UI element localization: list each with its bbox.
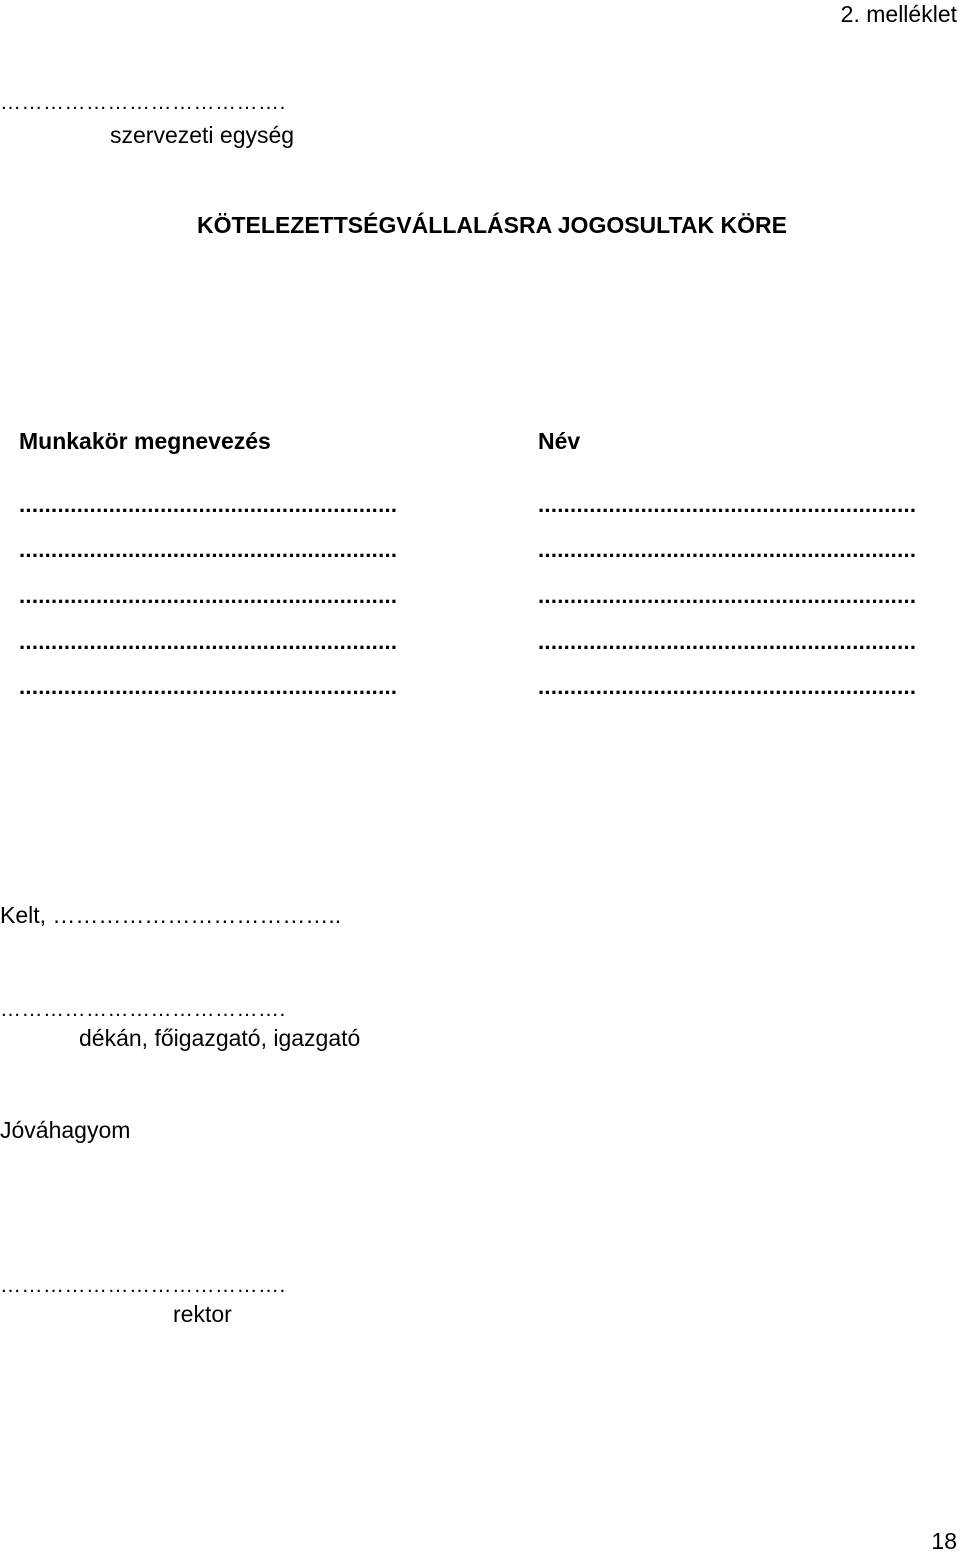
blank-position-row-3: ...........................................................: [19, 583, 398, 608]
dean-signature-dotted-line: ………………………………….: [0, 998, 286, 1021]
blank-name-row-1: ...........................................................: [538, 492, 917, 517]
annex-label: 2. melléklet: [840, 1, 957, 27]
rector-signature-dotted-line: ………………………………….: [0, 1274, 286, 1297]
blank-name-row-2: ...........................................................: [538, 537, 917, 562]
blank-position-row-4: ...........................................................: [19, 629, 398, 654]
document-title: KÖTELEZETTSÉGVÁLLALÁSRA JOGOSULTAK KÖRE: [197, 212, 787, 238]
blank-name-row-5: ...........................................................: [538, 674, 917, 699]
org-unit-caption: szervezeti egység: [110, 122, 295, 148]
org-unit-dotted-line: ………………………………….: [0, 91, 286, 114]
page-number: 18: [931, 1528, 957, 1554]
approval-label: Jóváhagyom: [0, 1117, 131, 1143]
blank-name-row-3: ...........................................................: [538, 583, 917, 608]
dean-signature-caption: dékán, főigazgató, igazgató: [79, 1025, 361, 1051]
rector-signature-caption: rektor: [173, 1301, 232, 1327]
blank-position-row-2: ...........................................................: [19, 537, 398, 562]
column-header-name: Név: [538, 428, 581, 454]
column-header-position: Munkakör megnevezés: [19, 428, 271, 454]
blank-name-row-4: ...........................................................: [538, 629, 917, 654]
blank-position-row-5: ...........................................................: [19, 674, 398, 699]
date-label: Kelt, ………………………………..: [0, 902, 342, 928]
blank-position-row-1: ...........................................................: [19, 492, 398, 517]
